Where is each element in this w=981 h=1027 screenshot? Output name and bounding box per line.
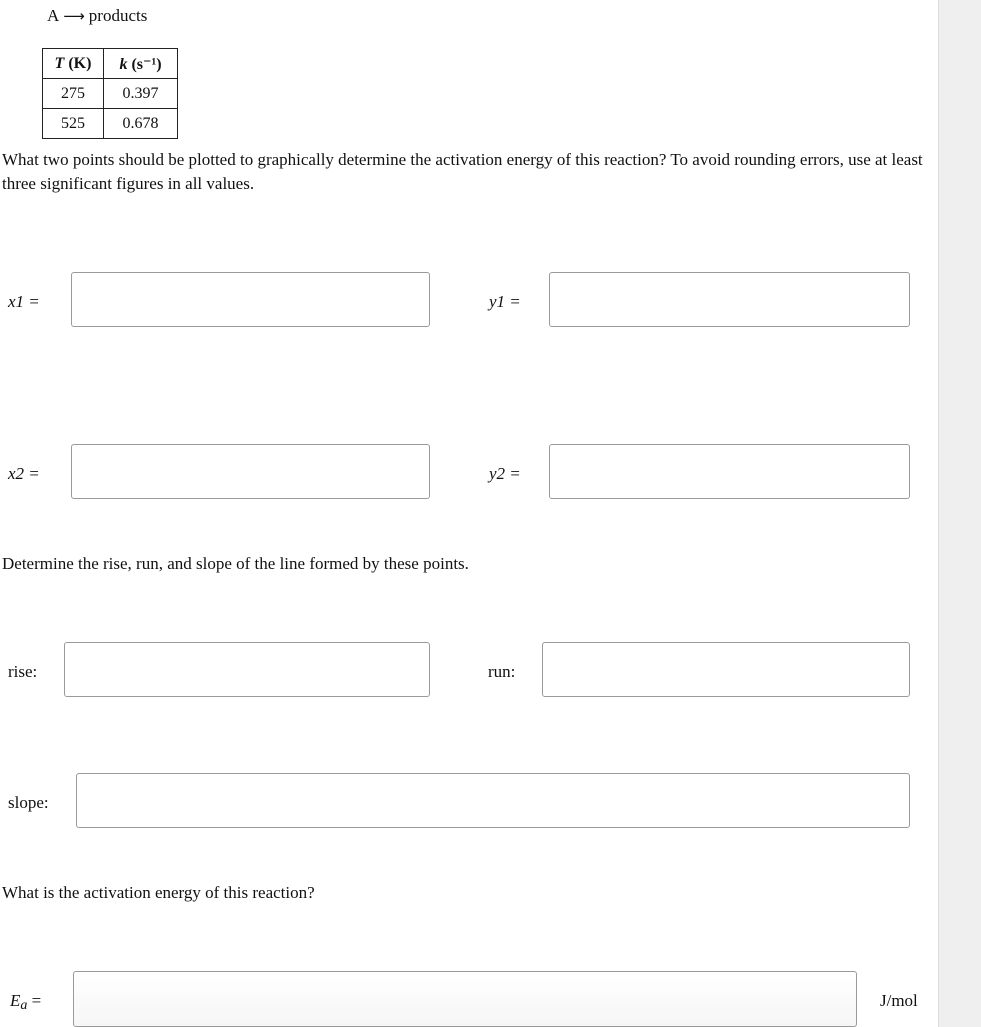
rate-constant-table xyxy=(42,48,178,139)
question-ea-text: What is the activation energy of this reaction? xyxy=(2,883,315,902)
rate-constant-header: k (s⁻¹) xyxy=(104,49,178,79)
table-row xyxy=(43,79,178,109)
question-points-text: What two points should be plotted to graphically determine the activation energy of this reaction? To avoid rounding errors, use at least three significant figures in all values. xyxy=(2,150,923,193)
x2-input[interactable] xyxy=(71,444,430,499)
y2-label: y2 = xyxy=(489,464,521,483)
slope-input[interactable] xyxy=(76,773,910,828)
ea-label: Ea = xyxy=(10,991,42,1013)
run-input[interactable] xyxy=(542,642,910,697)
reaction-arrow-icon: ⟶ xyxy=(63,7,85,25)
rise-label: rise: xyxy=(8,662,38,681)
y1-label: y1 = xyxy=(489,292,521,311)
table-cell: 0.678 xyxy=(104,109,178,139)
question-slope-text: Determine the rise, run, and slope of the line formed by these points. xyxy=(2,554,469,573)
y2-input[interactable] xyxy=(549,444,910,499)
y1-input[interactable] xyxy=(549,272,910,327)
x2-label: x2 = xyxy=(8,464,40,483)
ea-unit-label: J/mol xyxy=(880,991,918,1010)
scrollbar[interactable] xyxy=(938,0,981,1027)
table-cell: 525 xyxy=(43,109,104,139)
reaction-equation xyxy=(47,6,147,26)
rise-input[interactable] xyxy=(64,642,430,697)
run-label: run: xyxy=(488,662,516,681)
table-row xyxy=(43,109,178,139)
slope-label: slope: xyxy=(8,793,49,812)
table-cell: 275 xyxy=(43,79,104,109)
x1-label: x1 = xyxy=(8,292,40,311)
reactant-label: A xyxy=(47,6,60,25)
activation-energy-input[interactable] xyxy=(73,971,857,1027)
product-label: products xyxy=(88,6,148,25)
x1-input[interactable] xyxy=(71,272,430,327)
temperature-header: T (K) xyxy=(43,49,104,79)
table-cell: 0.397 xyxy=(104,79,178,109)
table-header-row xyxy=(43,49,178,79)
